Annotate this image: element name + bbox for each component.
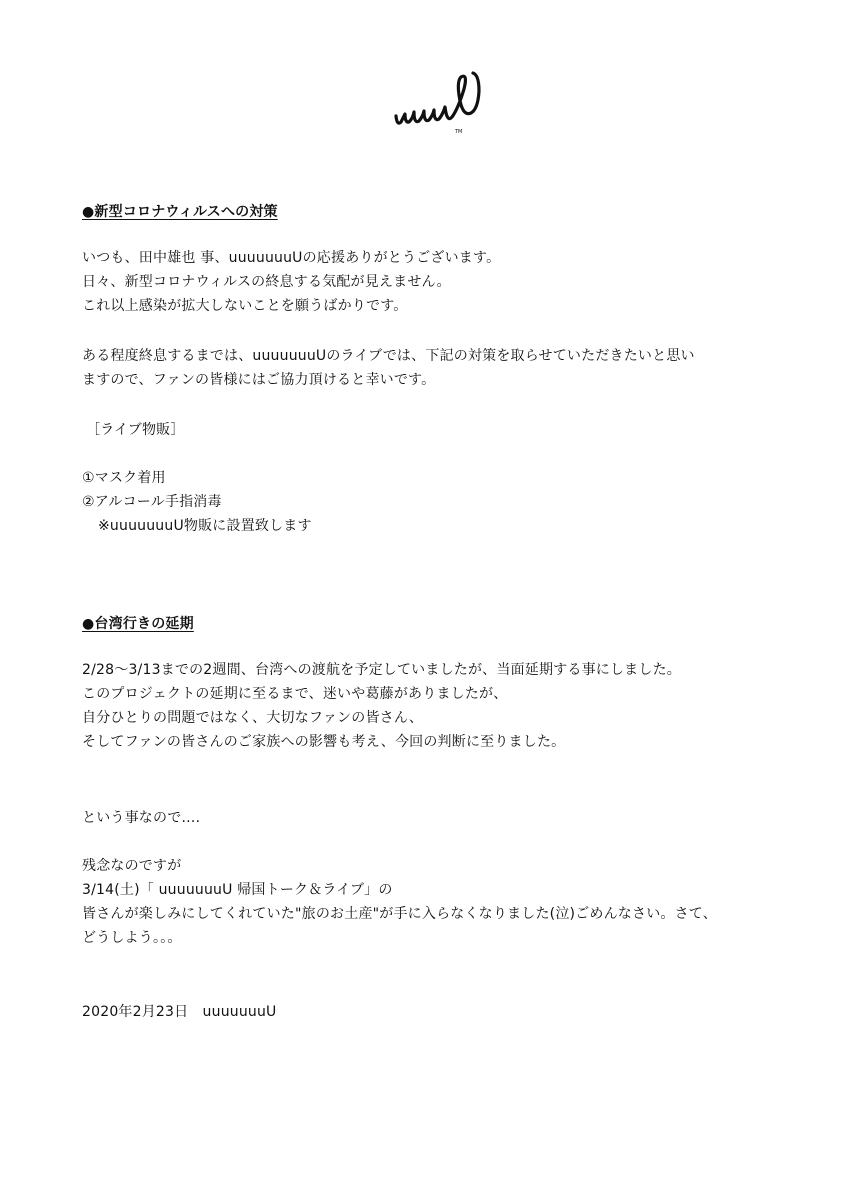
text-line: このプロジェクトの延期に至るまで、迷いや葛藤がありましたが、 xyxy=(82,686,508,702)
list-note: ※uuuuuuuU物販に設置致します xyxy=(98,518,312,534)
brand-logo xyxy=(392,70,492,140)
paragraph-measures-intro xyxy=(82,344,782,392)
text-line: 3/14(土)「 uuuuuuuU 帰国トーク＆ライブ」の xyxy=(82,882,393,898)
section-heading-taiwan: ●台湾行きの延期 xyxy=(82,616,194,632)
text-line: ある程度終息するまでは、uuuuuuuUのライブでは、下記の対策を取らせていただきたいと思い xyxy=(82,348,695,364)
text-line: いつも、田中雄也 事、uuuuuuuUの応援ありがとうございます。 xyxy=(82,250,501,266)
measures-list xyxy=(82,466,782,538)
text-line: という事なので…. xyxy=(82,810,201,826)
text-line: 日々、新型コロナウィルスの終息する気配が見えません。 xyxy=(82,274,451,290)
text-line: 2/28〜3/13までの2週間、台湾への渡航を予定していましたが、当面延期する事にしました。 xyxy=(82,662,681,678)
text-line: これ以上感染が拡大しないことを願うばかりです。 xyxy=(82,298,408,314)
text-line: どうしよう。。。 xyxy=(82,930,182,946)
brand-logo-mark xyxy=(392,70,492,140)
text-line: ますので、ファンの皆様にはご協力頂けると幸いです。 xyxy=(82,372,436,388)
list-item: ①マスク着用 xyxy=(82,470,166,486)
paragraph-apology xyxy=(82,854,782,950)
category-label: ［ライブ物販］ xyxy=(86,422,185,438)
text-line: 残念なのですが xyxy=(82,858,182,874)
paragraph-postponement xyxy=(82,658,782,754)
trademark-mark: TM xyxy=(455,129,463,135)
paragraph-greeting xyxy=(82,246,782,318)
section-heading-covid: ●新型コロナウィルスへの対策 xyxy=(82,204,278,220)
list-item: ②アルコール手指消毒 xyxy=(82,494,222,510)
text-line: 皆さんが楽しみにしてくれていた"旅のお土産"が手に入らなくなりました(泣)ごめんなさい。さて、 xyxy=(82,906,717,922)
text-line: そしてファンの皆さんのご家族への影響も考え、今回の判断に至りました。 xyxy=(82,734,566,750)
signature-date: 2020年2月23日 uuuuuuuU xyxy=(82,1004,277,1020)
text-line: 自分ひとりの問題ではなく、大切なファンの皆さん、 xyxy=(82,710,424,726)
